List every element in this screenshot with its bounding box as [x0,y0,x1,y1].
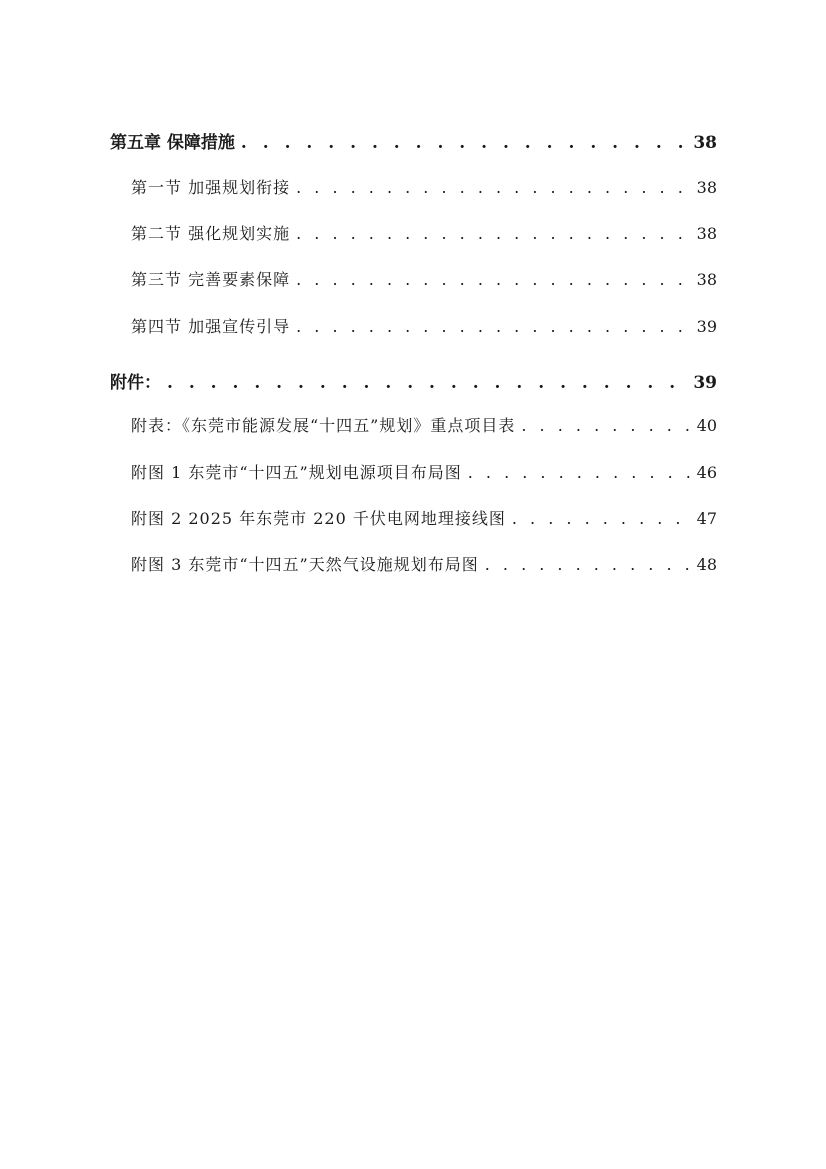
toc-dot-leader [241,133,687,153]
toc-entry-chapter-5[interactable] [110,128,717,153]
toc-dot-leader [296,224,691,243]
toc-entry-section-2[interactable] [131,221,717,244]
toc-entry-label: 附表：《东莞市能源发展“十四五”规划》重点项目表 [131,416,516,435]
toc-dot-leader [167,373,687,393]
toc-dot-leader [296,270,691,289]
toc-entry-page: 47 [696,509,717,528]
toc-entry-label: 附图 2 2025 年东莞市 220 千伏电网地理接线图 [131,509,506,528]
toc-entry-label: 附图 3 东莞市“十四五”天然气设施规划布局图 [131,555,479,574]
toc-dot-leader [468,463,691,482]
toc-entry-label: 第三节 完善要素保障 [131,270,291,289]
toc-entry-label: 附件： [110,373,161,393]
toc-dot-leader [512,509,691,528]
toc-entry-page: 48 [696,555,717,574]
toc-entry-label: 第二节 强化规划实施 [131,224,291,243]
toc-entry-page: 38 [693,133,717,153]
toc-dot-leader [485,555,691,574]
toc-entry-figure-1[interactable] [131,460,717,483]
toc-entry-page: 40 [696,416,717,435]
toc-entry-label: 第五章 保障措施 [110,133,235,153]
toc-entry-attachments[interactable] [110,368,717,393]
toc-dot-leader [296,317,691,336]
toc-entry-label: 附图 1 东莞市“十四五”规划电源项目布局图 [131,463,462,482]
toc-entry-page: 38 [696,270,717,289]
toc-entry-page: 38 [696,224,717,243]
toc-entry-appendix-table[interactable] [131,413,717,436]
toc-entry-label: 第四节 加强宣传引导 [131,317,291,336]
toc-entry-label: 第一节 加强规划衔接 [131,178,291,197]
toc-dot-leader [296,178,691,197]
toc-entry-page: 38 [696,178,717,197]
toc-entry-section-4[interactable] [131,314,717,337]
toc-dot-leader [521,416,690,435]
toc-entry-figure-3[interactable] [131,552,717,575]
toc-entry-figure-2[interactable] [131,506,717,529]
toc-entry-page: 39 [693,373,717,393]
toc-entry-page: 39 [696,317,717,336]
toc-entry-page: 46 [696,463,717,482]
toc-entry-section-1[interactable] [131,175,717,198]
toc-entry-section-3[interactable] [131,267,717,290]
